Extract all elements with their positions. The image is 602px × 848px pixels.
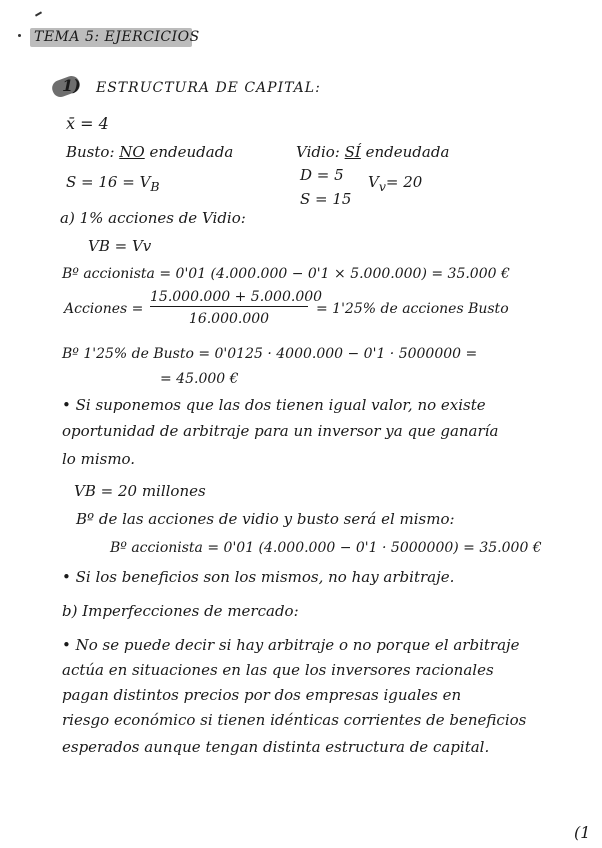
- vidio-s: S = 15: [300, 190, 352, 208]
- accionista2-line: Bº accionista = 0'01 (4.000.000 − 0'1 · 5000000) = 35.000 €: [110, 540, 542, 556]
- part-a-equality: VB = Vv: [88, 237, 152, 255]
- vidio-rest: endeudada: [365, 143, 450, 161]
- part-b-line: actúa en situaciones en las que los inversores racionales: [62, 661, 494, 679]
- vidio-line: [296, 143, 449, 161]
- vidio-v-text: V: [368, 173, 379, 191]
- part-a-heading: a) 1% acciones de Vidio:: [60, 209, 246, 227]
- para1-line1: • Si suponemos que las dos tienen igual valor, no existe: [62, 396, 486, 414]
- vidio-d: D = 5: [300, 166, 344, 184]
- busto-label: Busto:: [66, 143, 115, 161]
- page-title: TEMA 5: EJERCICIOS: [34, 29, 200, 45]
- pen-dot: [18, 34, 21, 37]
- pen-mark: [35, 11, 42, 16]
- fraction-numerator: 15.000.000 + 5.000.000: [150, 289, 323, 305]
- vidio-v: [368, 173, 422, 196]
- busto-no: NO: [119, 143, 145, 161]
- part-b-line: esperados aunque tengan distinta estructura de capital.: [62, 738, 490, 756]
- fraction-bar: [150, 306, 308, 307]
- vidio-si: SÍ: [344, 143, 361, 161]
- vidio-label: Vidio:: [296, 143, 340, 161]
- acciones-label: Acciones =: [64, 301, 144, 317]
- b125-result: = 45.000 €: [160, 371, 239, 387]
- busto-s: [66, 173, 160, 196]
- page-number: (1: [574, 823, 591, 842]
- vidio-v-sub: v: [378, 179, 386, 194]
- busto-rest: endeudada: [149, 143, 234, 161]
- part-b-heading: b) Imperfecciones de mercado:: [62, 602, 299, 620]
- part-b-line: riesgo económico si tienen idénticas corrientes de beneficios: [62, 711, 527, 729]
- vb-line: VB = 20 millones: [74, 482, 206, 500]
- accionista-line: Bº accionista = 0'01 (4.000.000 − 0'1 × 5.000.000) = 35.000 €: [62, 266, 510, 282]
- vidio-v-val: = 20: [385, 173, 423, 191]
- same-benefit-line: • Si los beneficios son los mismos, no hay arbitraje.: [62, 568, 455, 586]
- section-number: 1): [62, 76, 81, 95]
- para1-line2: oportunidad de arbitraje para un inversor ya que ganaría: [62, 422, 499, 440]
- busto-line: [66, 143, 233, 161]
- part-b-line: pagan distintos precios por dos empresas iguales en: [62, 686, 462, 704]
- same-line: Bº de las acciones de vidio y busto será el mismo:: [76, 510, 455, 528]
- b125-line: Bº 1'25% de Busto = 0'0125 · 4000.000 − 0'1 · 5000000 =: [62, 346, 478, 362]
- mean-value: x̄ = 4: [66, 114, 109, 133]
- fraction-denominator: 16.000.000: [188, 311, 270, 327]
- busto-s-text: S = 16 = V: [66, 173, 151, 191]
- acciones-result: = 1'25% de acciones Busto: [316, 301, 509, 317]
- section-title: ESTRUCTURA DE CAPITAL:: [96, 80, 321, 96]
- para1-line3: lo mismo.: [62, 450, 136, 468]
- part-b-line: • No se puede decir si hay arbitraje o no porque el arbitraje: [62, 636, 520, 654]
- busto-s-sub: B: [150, 179, 160, 194]
